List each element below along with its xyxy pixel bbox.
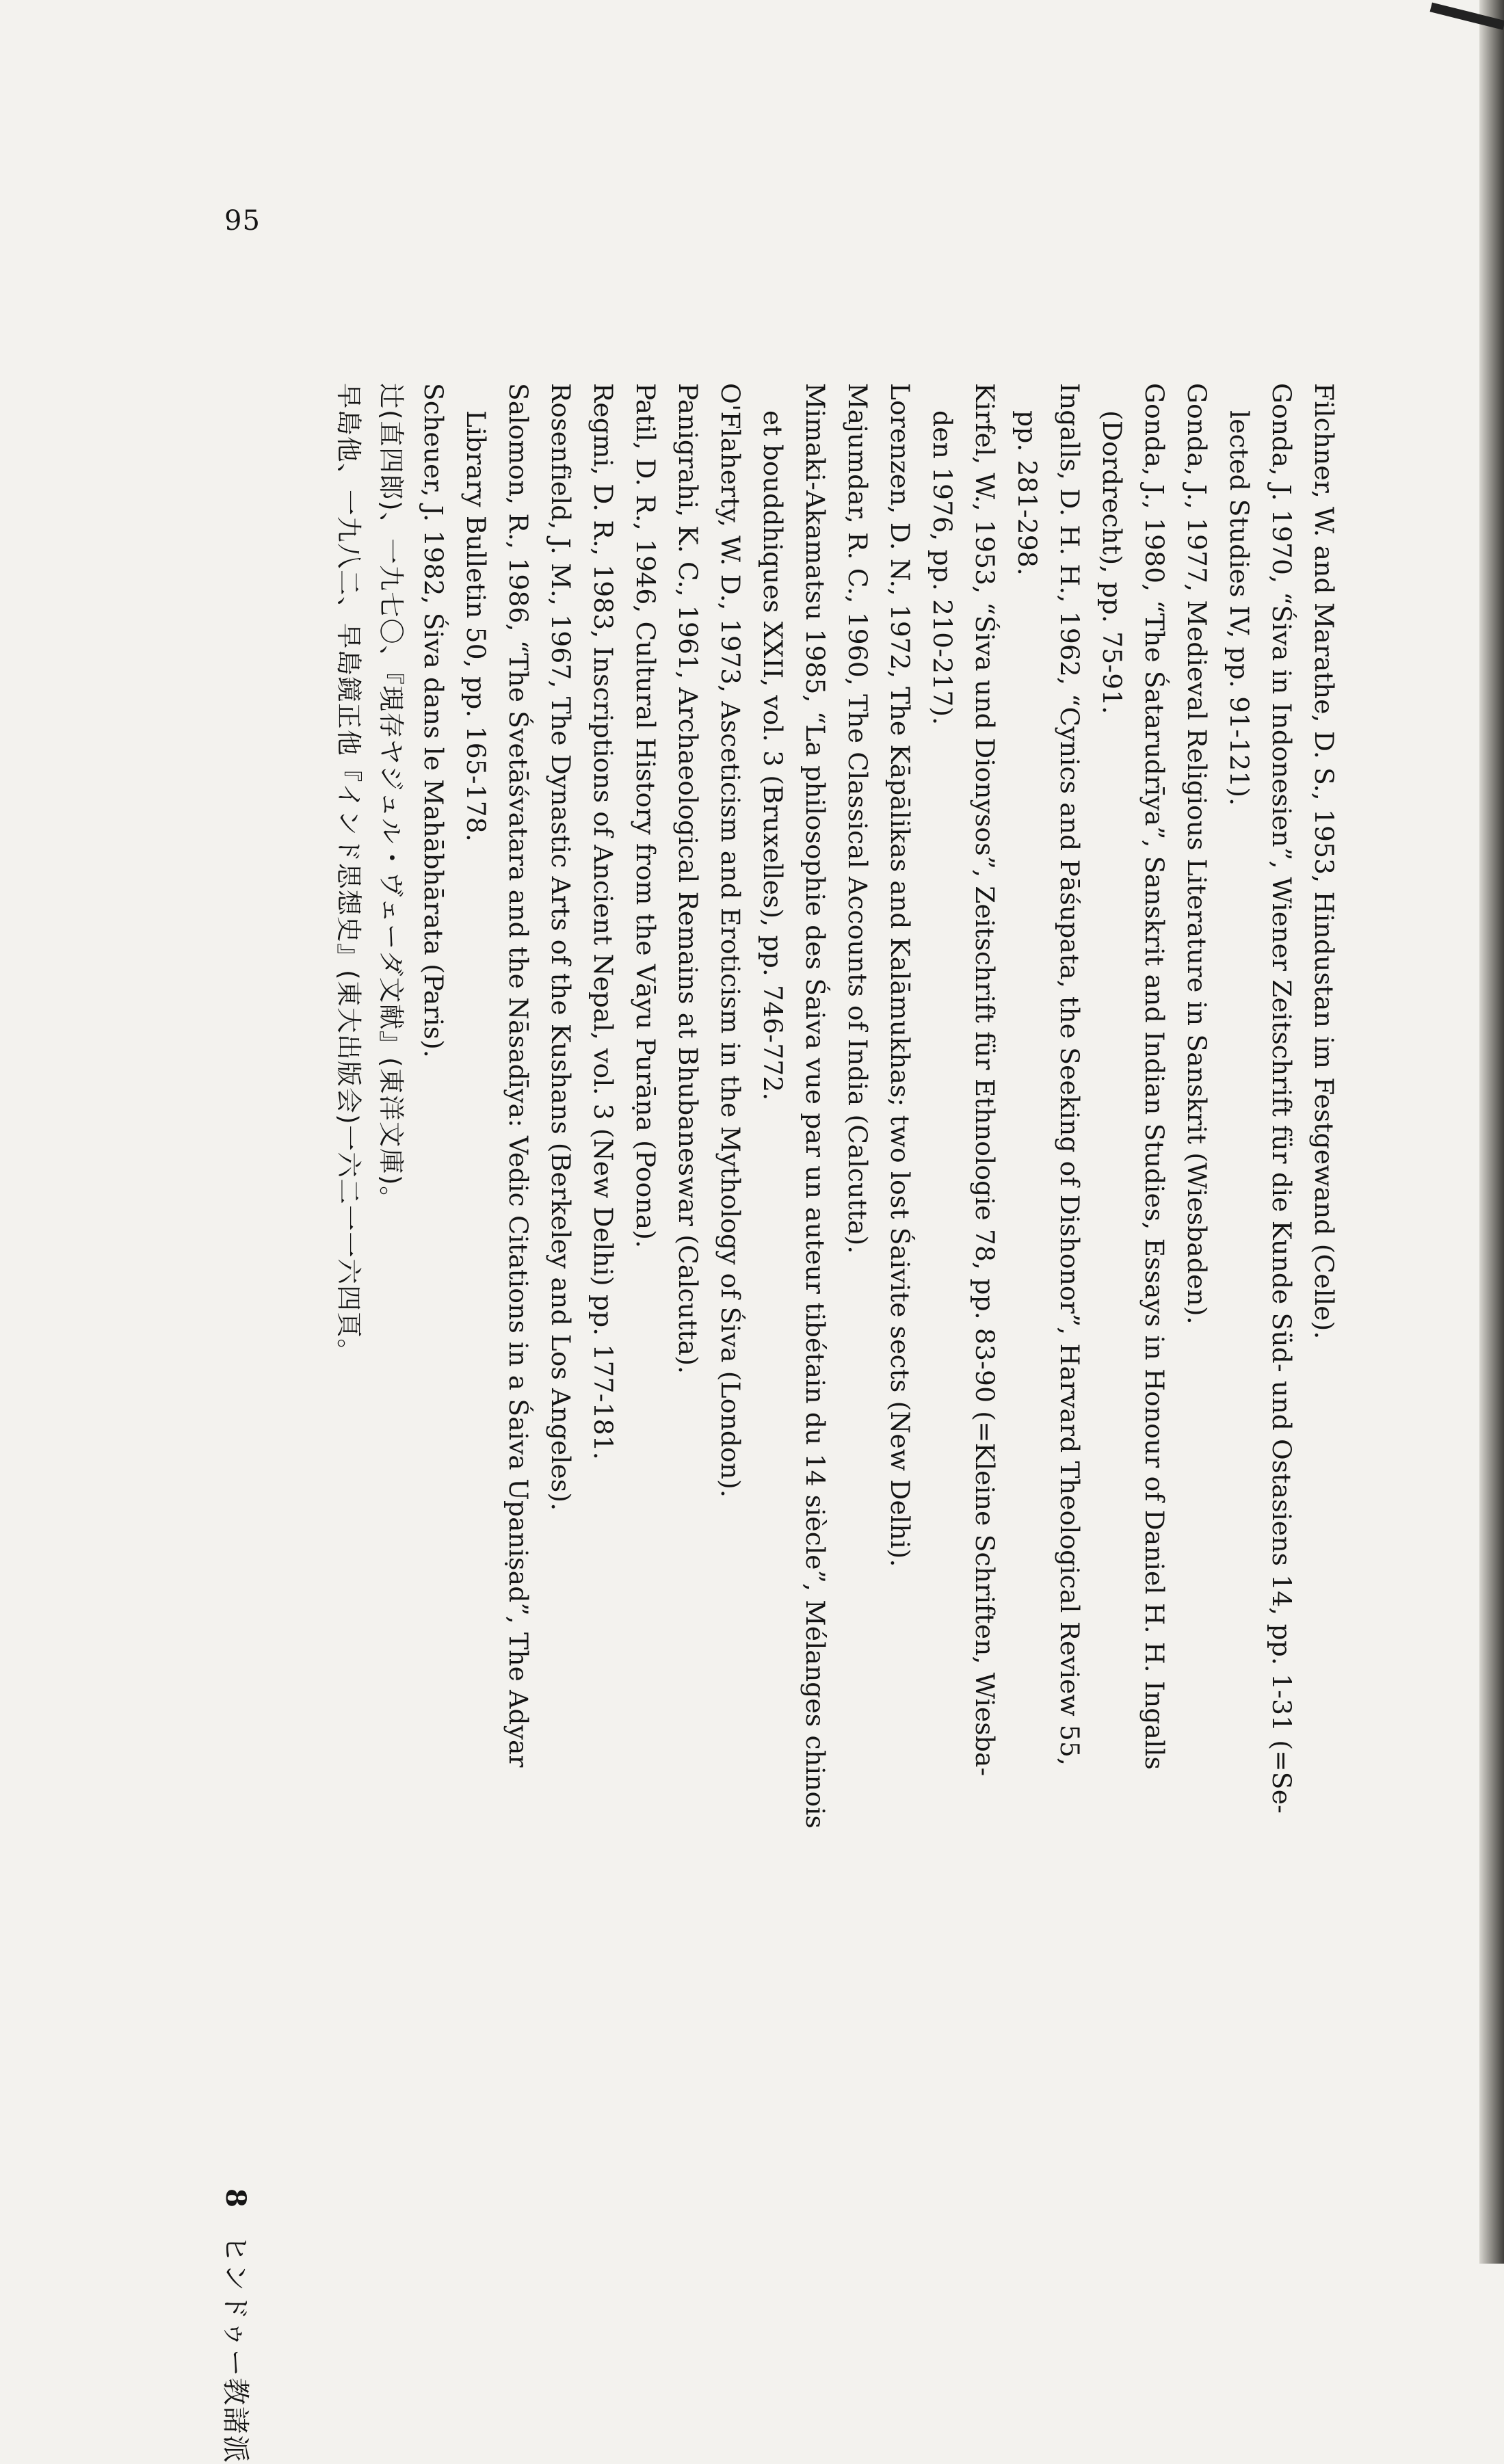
bibliography-line: Gonda, J. 1970, “Śiva in Indonesien”, Wiener Zeitschrift für die Kunde Süd- und Ostasiens 14, pp. 1-31 (=Se-	[1267, 383, 1297, 1814]
bibliography-line: Ingalls, D. H. H., 1962, “Cynics and Pāśupata, the Seeking of Dishonor”, Harvard Theological Review 55,	[1055, 383, 1085, 1766]
bibliography-line: Lorenzen, D. N., 1972, The Kāpālikas and Kalāmukhas; two lost Śaivite sects (New Delhi).	[885, 383, 915, 1567]
chapter-number: 8	[220, 2188, 252, 2208]
bibliography-line: Kirfel, W., 1953, “Śiva und Dionysos”, Zeitschrift für Ethnologie 78, pp. 83-90 (=Kleine Schriften, Wiesba-	[970, 383, 1000, 1777]
bibliography-line: et bouddhiques XXII, vol. 3 (Bruxelles), pp. 746-772.	[758, 410, 788, 1101]
chapter-title: ヒンドゥー教諸派	[220, 2234, 251, 2464]
bibliography-line: (Dordrecht), pp. 75-91.	[1097, 410, 1127, 715]
bibliography-line: Library Bulletin 50, pp. 165-178.	[461, 410, 491, 842]
bibliography-line: den 1976, pp. 210-217).	[927, 410, 958, 726]
bibliography-line-japanese: 早島他、一九八二、早島鏡正他『インド思想史』(東大出版会)一六二一一六四頁。	[334, 383, 364, 1366]
bibliography-block	[216, 383, 1345, 2464]
bibliography-line: Salomon, R., 1986, “The Śvetāśvatara and the Nāsadīya: Vedic Citations in a Śaiva Upaniṣad”, The Adyar	[503, 383, 533, 1768]
bibliography-line: Rosenfield, J. M., 1967, The Dynastic Arts of the Kushans (Berkeley and Los Angeles).	[546, 383, 576, 1511]
bibliography-line: pp. 281-298.	[1012, 410, 1042, 576]
bibliography-line: Regmi, D. R., 1983, Inscriptions of Ancient Nepal, vol. 3 (New Delhi) pp. 177-181.	[588, 383, 618, 1460]
running-footer	[218, 2188, 257, 2464]
bibliography-line: Panigrahi, K. C., 1961, Archaeological Remains at Bhubaneswar (Calcutta).	[673, 383, 703, 1375]
bibliography-line: Gonda, J., 1977, Medieval Religious Literature in Sanskrit (Wiesbaden).	[1182, 383, 1212, 1325]
bibliography-line: Scheuer, J. 1982, Śiva dans le Mahābhārata (Paris).	[419, 383, 449, 1059]
bibliography-line-japanese: 辻(直四郎)、一九七〇、『現存ヤジュル・ヴェーダ文献』(東洋文庫)。	[376, 383, 406, 1213]
bibliography-line: Gonda, J., 1980, “The Śatarudrīya”, Sanskrit and Indian Studies, Essays in Honour of Daniel H. H. Ingalls	[1139, 383, 1170, 1770]
bibliography-line: Filchner, W. and Marathe, D. S., 1953, Hindustan im Festgewand (Celle).	[1309, 383, 1339, 1340]
scan-page-edge	[1479, 0, 1504, 2264]
bibliography-line: lected Studies IV, pp. 91-121).	[1224, 410, 1254, 806]
bibliography-line: Patil, D. R., 1946, Cultural History from the Vāyu Purāṇa (Poona).	[631, 383, 661, 1249]
bibliography-line: Majumdar, R. C., 1960, The Classical Accounts of India (Calcutta).	[843, 383, 873, 1254]
page-number: 95	[224, 205, 261, 237]
bibliography-line: Mimaki-Akamatsu 1985, “La philosophie des Śaiva vue par un auteur tibétain du 14 siècle”, Mélanges chinois	[800, 383, 830, 1829]
bibliography-line: O'Flaherty, W. D., 1973, Asceticism and Eroticism in the Mythology of Śiva (London).	[715, 383, 746, 1498]
